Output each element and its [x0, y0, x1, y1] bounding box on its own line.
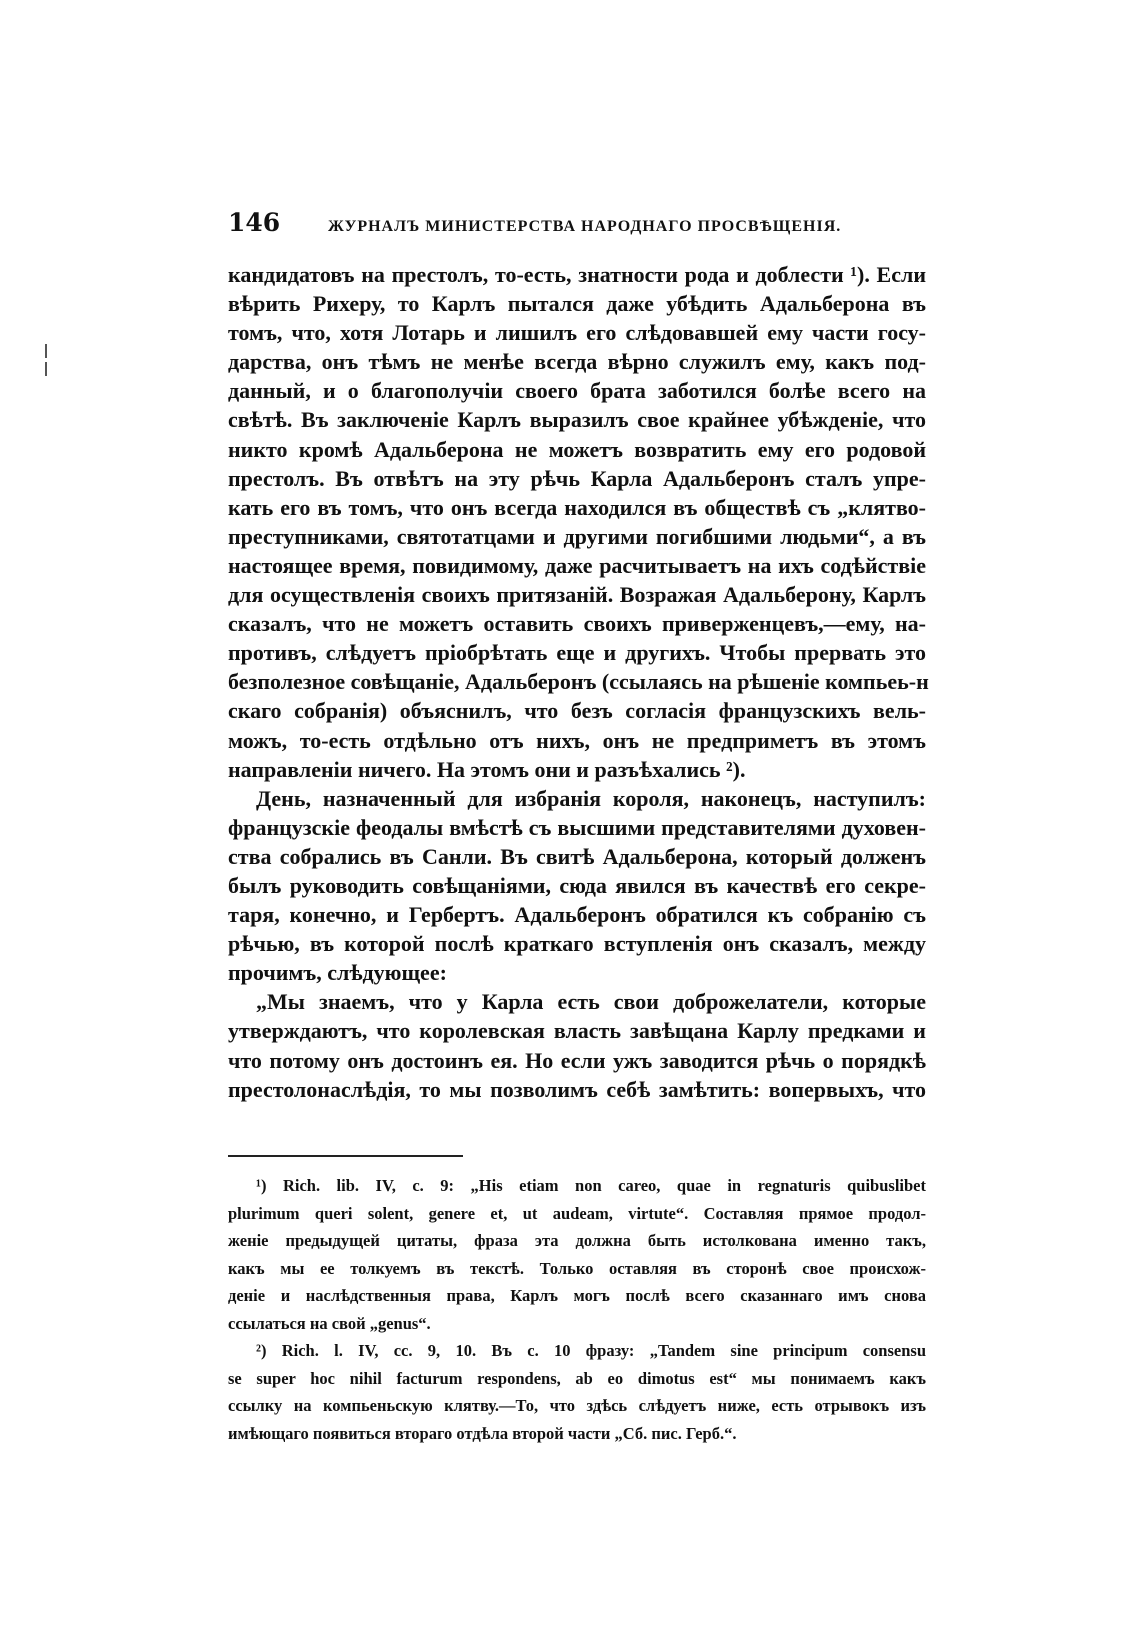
page-number: 146: [228, 208, 281, 237]
body-line: никто кромѣ Адальберона не можетъ возвратить ему его родовой: [228, 436, 926, 462]
footnote-line: ²) Rich. l. IV, cc. 9, 10. Въ c. 10 фразу: „Tandem sine principum consensu: [256, 1341, 926, 1360]
body-line: утверждаютъ, что королевская власть завѣщана Карлу предками и: [228, 1018, 926, 1044]
footnote-line: какъ мы ее толкуемъ въ текстѣ. Только оставляя въ сторонѣ свое происхож-: [228, 1258, 926, 1278]
body-line: рѣчью, въ которой послѣ краткаго вступленія онъ сказалъ, между: [228, 931, 926, 957]
body-line: День, назначенный для избранія короля, наконецъ, наступилъ:: [256, 785, 926, 811]
body-line: скаго собранія) объяснилъ, что безъ согласія французскихъ вель-: [228, 698, 926, 724]
body-line: безполезное совѣщаніе, Адальберонъ (ссылаясь на рѣшеніе компьеь-н: [228, 669, 929, 695]
body-line: престолъ. Въ отвѣтъ на эту рѣчь Карла Адальберонъ сталъ упре-: [228, 465, 926, 491]
footnote-line: se super hoc nihil facturum respondens, ab eo dimotus est“ мы понимаемъ какъ: [228, 1368, 926, 1388]
body-line: преступниками, святотатцами и другими погибшими людьми“, а въ: [228, 523, 926, 549]
body-line: французскіе феодалы вмѣстѣ съ высшими представителями духовен-: [228, 814, 926, 840]
footnote-line: женіе предыдущей цитаты, фраза эта должна быть истолкована именно такъ,: [228, 1231, 926, 1250]
page-header: [228, 208, 926, 237]
body-line: настоящее время, повидимому, даже расчитываетъ на ихъ содѣйствіе: [228, 552, 926, 578]
body-line: направленіи ничего. На этомъ они и разъѣхались ²).: [228, 756, 746, 782]
footnote-line: деніе и наслѣдственныя права, Карлъ могъ послѣ всего сказаннаго имъ снова: [228, 1286, 926, 1305]
body-line: дарства, онъ тѣмъ не менѣе всегда вѣрно служилъ ему, какъ под-: [228, 349, 926, 375]
footnote-line: ссылаться на свой „genus“.: [228, 1313, 431, 1333]
body-line: кать его въ томъ, что онъ всегда находился въ обществѣ съ „клятво-: [228, 494, 926, 520]
body-line: былъ руководить совѣщаніями, сюда явился въ качествѣ его секре-: [228, 872, 926, 898]
body-text: [228, 260, 929, 1104]
body-line: что потому онъ достоинъ ея. Но если ужъ заводится рѣчь о порядкѣ: [228, 1047, 926, 1073]
body-line: таря, конечно, и Гербертъ. Адальберонъ обратился къ собранію съ: [228, 902, 926, 928]
footnote-line: plurimum queri solent, genere et, ut audeam, virtute“. Составляя прямое продол-: [228, 1203, 926, 1223]
body-line: для осуществленія своихъ притязаній. Возражая Адальберону, Карлъ: [228, 582, 926, 608]
footnotes: [228, 1172, 926, 1447]
body-line: сказалъ, что не можетъ оставить своихъ приверженцевъ,—ему, на-: [228, 611, 926, 637]
body-line: противъ, слѣдуетъ пріобрѣтать еще и другихъ. Чтобы прервать это: [228, 640, 926, 666]
body-line: данный, и о благополучіи своего брата заботился болѣе всего на: [228, 378, 926, 404]
body-line: престолонаслѣдія, то мы позволимъ себѣ замѣтить: вопервыхъ, что: [228, 1076, 926, 1102]
margin-marks: [45, 340, 51, 395]
body-line: можъ, то-есть отдѣльно отъ нихъ, онъ не предприметъ въ этомъ: [228, 727, 926, 753]
body-line: ства собрались въ Санли. Въ свитѣ Адальберона, который долженъ: [228, 843, 926, 869]
body-line: прочимъ, слѣдующее:: [228, 960, 447, 986]
body-line: свѣтѣ. Въ заключеніе Карлъ выразилъ свое крайнее убѣжденіе, что: [228, 407, 926, 433]
body-line: вѣрить Рихеру, то Карлъ пытался даже убѣдить Адальберона въ: [228, 291, 926, 317]
footnote-line: ¹) Rich. lib. IV, c. 9: „His etiam non careo, quae in regnaturis quibuslibet: [256, 1176, 926, 1195]
footnote-line: имѣющаго появиться втораго отдѣла второй части „Сб. пис. Герб.“.: [228, 1423, 737, 1443]
body-line: „Мы знаемъ, что у Карла есть свои доброжелатели, которые: [256, 989, 926, 1015]
body-line: томъ, что, хотя Лотарь и лишилъ его слѣдовавшей ему части госу-: [228, 320, 926, 346]
footnote-line: ссылку на компьеньскую клятву.—То, что здѣсь слѣдуетъ ниже, есть отрывокъ изъ: [228, 1396, 926, 1415]
running-title: ЖУРНАЛЪ МИНИСТЕРСТВА НАРОДНАГО ПРОСВѢЩЕНІЯ.: [328, 218, 842, 235]
footnote-divider: [228, 1155, 463, 1157]
body-line: кандидатовъ на престолъ, то-есть, знатности рода и доблести ¹). Если: [228, 262, 926, 287]
